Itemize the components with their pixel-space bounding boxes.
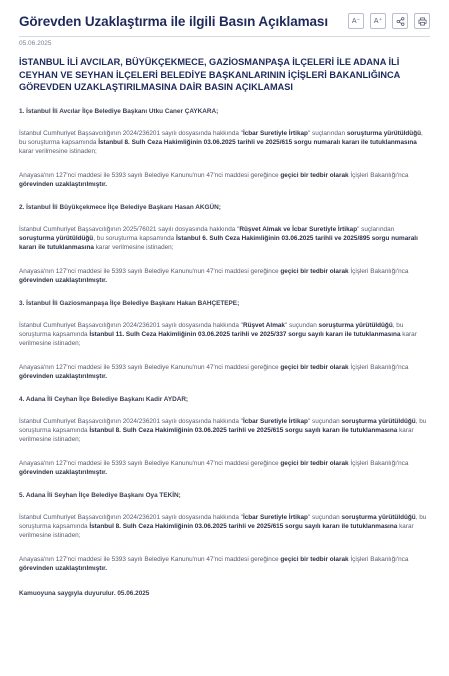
release-body	[19, 108, 430, 574]
section-decision-paragraph	[19, 171, 430, 190]
section-decision-paragraph	[19, 267, 430, 286]
charge-text: İcbar Suretiyle İrtikap	[242, 129, 308, 137]
decision-text: İçişleri Bakanlığı'nca	[348, 171, 409, 179]
case-text: İstanbul Cumhuriyet Başsavcılığının 2024/236201 sayılı dosyasında hakkında "	[19, 513, 243, 521]
case-text: karar verilmesine istinaden;	[19, 427, 414, 444]
section-case-paragraph	[19, 513, 430, 541]
case-text: karar verilmesine istinaden;	[19, 148, 97, 156]
charge-text: Rüşvet Almak ve İcbar Suretiyle İrtikap	[239, 225, 358, 233]
section-3	[19, 300, 430, 382]
section-case-paragraph	[19, 321, 430, 349]
decision-text: Anayasa'nın 127'nci maddesi ile 5393 sayılı Belediye Kanunu'nun 47'nci maddesi gereğince	[19, 555, 281, 563]
print-button[interactable]	[414, 13, 430, 29]
case-text: " suçundan	[284, 321, 319, 329]
case-text: karar verilmesine istinaden;	[19, 330, 417, 348]
charge-text: İcbar Suretiyle İrtikap	[242, 417, 308, 425]
case-text: İstanbul Cumhuriyet Başsavcılığının 2024/236201 sayılı dosyasında hakkında "	[19, 321, 243, 329]
investigation-text: soruşturma yürütüldüğü	[341, 417, 416, 425]
decision-text: Anayasa'nın 127'nci maddesi ile 5393 sayılı Belediye Kanunu'nun 47'nci maddesi gereğince	[19, 267, 281, 275]
article-toolbar	[348, 13, 430, 29]
temporary-measure-text: geçici bir tedbir olarak	[280, 171, 349, 179]
section-5	[19, 492, 430, 574]
investigation-text: soruşturma yürütüldüğü	[19, 234, 94, 242]
temporary-measure-text: geçici bir tedbir olarak	[280, 267, 349, 275]
case-text: karar verilmesine istinaden;	[93, 244, 174, 252]
page-title: Görevden Uzaklaştırma ile ilgili Basın Açıklaması	[19, 13, 328, 29]
case-text: , bu soruşturma kapsamında	[19, 321, 404, 338]
font-increase-icon: A⁺	[373, 18, 383, 25]
temporary-measure-text: geçici bir tedbir olarak	[280, 363, 349, 371]
page-header	[19, 0, 430, 36]
decision-text: Anayasa'nın 127'nci maddesi ile 5393 sayılı Belediye Kanunu'nun 47'nci maddesi gereğince	[19, 363, 281, 371]
investigation-text: soruşturma yürütüldüğü	[346, 129, 422, 137]
header-divider	[19, 36, 430, 37]
case-text: İstanbul Cumhuriyet Başsavcılığının 2025/76021 sayılı dosyasında hakkında "	[19, 225, 240, 233]
publish-date: 05.06.2025	[19, 40, 52, 47]
section-4	[19, 396, 430, 478]
decision-text: Anayasa'nın 127'nci maddesi ile 5393 sayılı Belediye Kanunu'nun 47'nci maddesi gereğince	[19, 171, 281, 179]
font-decrease-button[interactable]	[348, 13, 364, 29]
court-decision-text: İstanbul 8. Sulh Ceza Hakimliğinin 03.06.2025 tarihli ve 2025/615 sorgu numaralı kararı ile tutuklanmasına	[98, 138, 417, 146]
case-text: , bu soruşturma kapsamında	[93, 234, 176, 242]
case-text: , bu soruşturma kapsamında	[19, 129, 423, 146]
case-text: İstanbul Cumhuriyet Başsavcılığının 2024/236201 sayılı dosyasında hakkında "	[19, 129, 243, 137]
section-decision-paragraph	[19, 363, 430, 382]
charge-text: Rüşvet Almak	[242, 321, 285, 329]
decision-text: İçişleri Bakanlığı'nca	[348, 555, 409, 563]
decision-text: İçişleri Bakanlığı'nca	[348, 459, 409, 467]
release-headline: İSTANBUL İLİ AVCILAR, BÜYÜKÇEKMECE, GAZİOSMANPAŞA İLÇELERİ İLE ADANA İLİ CEYHAN VE SEYHAN İLÇELERİ BELEDİYE BAŞKANLARININ İÇİŞLERİ BAKANLIĞINCA GÖREVDEN UZAKLAŞTIRILMASINA DAİR BASIN AÇIKLAMASI	[19, 57, 400, 92]
suspension-text: görevinden uzaklaştırılmıştır.	[19, 181, 108, 189]
case-text: " suçundan	[307, 513, 342, 521]
investigation-text: soruşturma yürütüldüğü	[341, 513, 416, 521]
court-decision-text: İstanbul 11. Sulh Ceza Hakimliğinin 03.06.2025 tarihli ve 2025/337 sorgu sayılı kararı ile tutuklanmasına	[89, 330, 401, 338]
section-2	[19, 204, 430, 286]
section-decision-paragraph	[19, 555, 430, 574]
case-text: " suçlarından	[307, 129, 347, 137]
section-title: 2. İstanbul İli Büyükçekmece İlçe Belediye Başkanı Hasan AKGÜN;	[19, 203, 221, 211]
section-decision-paragraph	[19, 459, 430, 478]
share-icon	[396, 17, 405, 26]
court-decision-text: İstanbul 8. Sulh Ceza Hakimliğinin 03.06.2025 tarihli ve 2025/615 sorgu sayılı kararı ile tutuklanmasına	[89, 523, 398, 531]
temporary-measure-text: geçici bir tedbir olarak	[280, 555, 349, 563]
case-text: karar verilmesine istinaden;	[19, 523, 414, 540]
case-text: İstanbul Cumhuriyet Başsavcılığının 2024/236201 sayılı dosyasında hakkında "	[19, 417, 243, 425]
font-decrease-icon: A⁻	[351, 18, 361, 25]
case-text: , bu soruşturma kapsamında	[19, 513, 427, 531]
case-text: " suçlarından	[357, 225, 395, 233]
section-case-paragraph	[19, 417, 430, 445]
closing-line: Kamuoyuna saygıyla duyurulur. 05.06.2025	[19, 589, 150, 597]
share-button[interactable]	[392, 13, 408, 29]
suspension-text: görevinden uzaklaştırılmıştır.	[19, 469, 108, 477]
court-decision-text: İstanbul 8. Sulh Ceza Hakimliğinin 03.06.2025 tarihli ve 2025/615 sorgu sayılı kararı ile tutuklanmasına	[89, 427, 398, 434]
decision-text: İçişleri Bakanlığı'nca	[348, 267, 409, 275]
font-increase-button[interactable]	[370, 13, 386, 29]
investigation-text: soruşturma yürütüldüğü	[318, 321, 393, 329]
case-text: " suçundan	[307, 417, 342, 425]
charge-text: İcbar Suretiyle İrtikap	[242, 513, 308, 521]
print-icon	[418, 17, 427, 26]
section-title: 5. Adana İli Seyhan İlçe Belediye Başkanı Oya TEKİN;	[19, 491, 181, 499]
section-case-paragraph	[19, 225, 430, 253]
section-title: 1. İstanbul İli Avcılar İlçe Belediye Başkanı Utku Caner ÇAYKARA;	[19, 107, 219, 115]
court-decision-text: İstanbul 6. Sulh Ceza Hakimliğinin 03.06.2025 tarihli ve 2025/895 sorgu numaralı kararı ile tutuklanmasına	[19, 234, 418, 252]
decision-text: Anayasa'nın 127'nci maddesi ile 5393 sayılı Belediye Kanunu'nun 47'nci maddesi gereğince	[19, 459, 281, 467]
decision-text: İçişleri Bakanlığı'nca	[348, 363, 409, 371]
case-text: , bu soruşturma kapsamında	[19, 417, 427, 434]
temporary-measure-text: geçici bir tedbir olarak	[280, 459, 349, 467]
section-1	[19, 108, 430, 190]
section-case-paragraph	[19, 129, 430, 157]
suspension-text: görevinden uzaklaştırılmıştır.	[19, 565, 108, 573]
suspension-text: görevinden uzaklaştırılmıştır.	[19, 277, 108, 285]
section-title: 4. Adana İli Ceyhan İlçe Belediye Başkanı Kadir AYDAR;	[19, 395, 189, 403]
section-title: 3. İstanbul İli Gaziosmanpaşa İlçe Belediye Başkanı Hakan BAHÇETEPE;	[19, 299, 240, 307]
suspension-text: görevinden uzaklaştırılmıştır.	[19, 373, 108, 381]
